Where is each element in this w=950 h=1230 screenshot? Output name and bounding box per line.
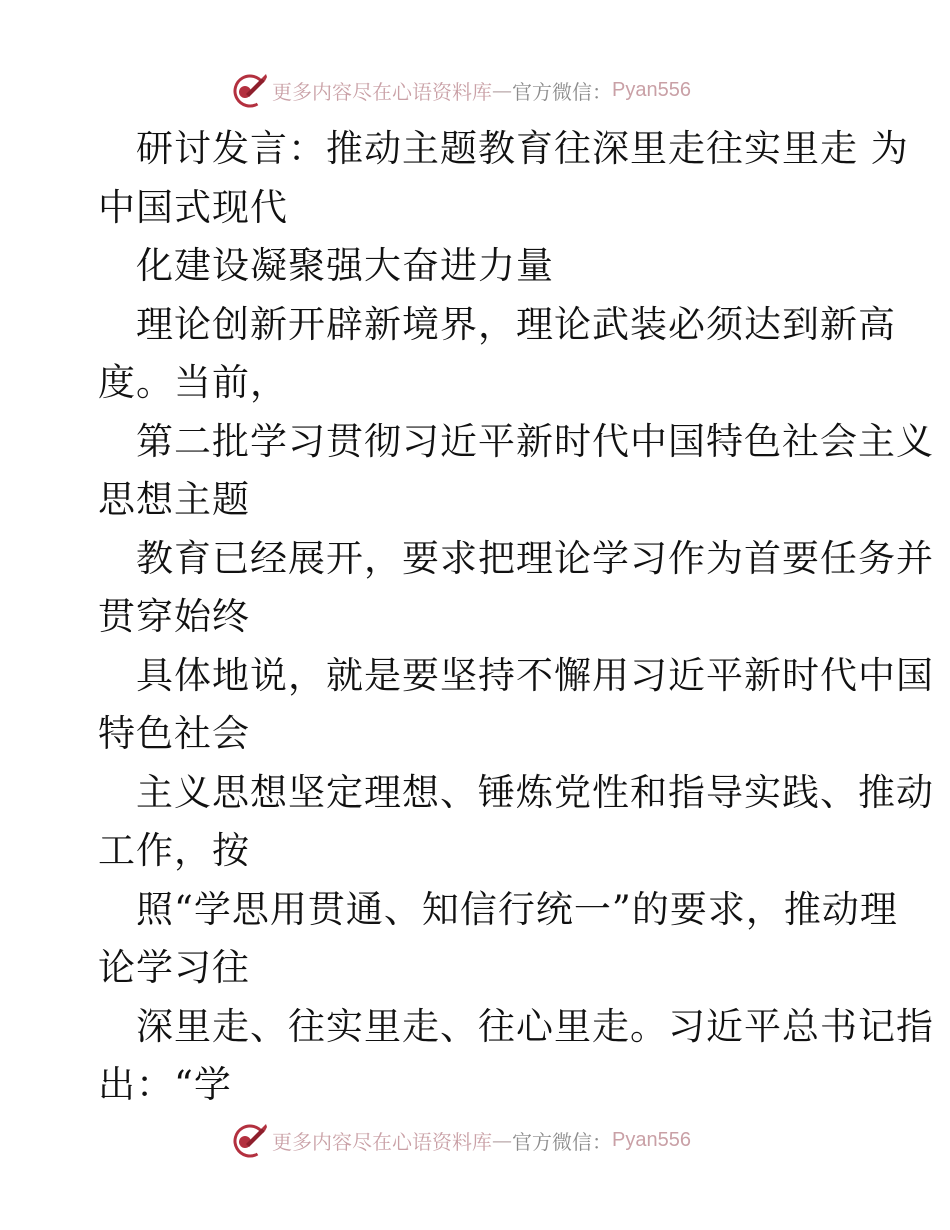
text-line: 化建设凝聚强大奋进力量: [136, 244, 554, 287]
text-line: 理论创新开辟新境界，理论武装必须达到新高: [136, 302, 896, 346]
text-line: 论学习往: [98, 946, 250, 989]
text-line: 贯穿始终: [98, 595, 250, 638]
watermark-site-text: 更多内容尽在心语资料库: [272, 79, 492, 104]
text-line: 第二批学习贯彻习近平新时代中国特色社会主义: [136, 419, 934, 463]
watermark-dash: —: [492, 1128, 512, 1152]
watermark-wechat-label: 官方微信：: [512, 79, 612, 104]
watermark-wechat-id: Pyan556: [612, 78, 691, 101]
quill-logo-icon: [232, 1122, 268, 1158]
watermark-dash: —: [492, 78, 512, 102]
text-line: 中国式现代: [98, 185, 288, 229]
text-line: 深里走、往实里走、往心里走。习近平总书记指: [136, 1004, 934, 1048]
quill-logo-icon: [232, 72, 268, 108]
text-line: 教育已经展开，要求把理论学习作为首要任务并: [136, 536, 934, 580]
text-line: 照“学思用贯通、知信行统一”的要求，推动理: [136, 887, 898, 931]
footer-watermark: [232, 1120, 691, 1160]
document-body: [98, 120, 934, 1115]
watermark-wechat-label: 官方微信：: [512, 1129, 612, 1154]
text-line: 思想主题: [98, 478, 250, 521]
text-line: 具体地说，就是要坚持不懈用习近平新时代中国: [136, 653, 934, 697]
text-line: 主义思想坚定理想、锤炼党性和指导实践、推动: [136, 770, 934, 814]
header-watermark: [232, 70, 691, 110]
text-line: 研讨发言：推动主题教育往深里走往实里走 为: [136, 127, 909, 170]
watermark-wechat-id: Pyan556: [612, 1128, 691, 1151]
text-line: 度。当前，: [98, 361, 288, 404]
text-line: 出：“学: [98, 1063, 232, 1106]
watermark-site-text: 更多内容尽在心语资料库: [272, 1129, 492, 1154]
text-line: 工作，按: [98, 829, 250, 872]
text-line: 特色社会: [98, 712, 250, 755]
